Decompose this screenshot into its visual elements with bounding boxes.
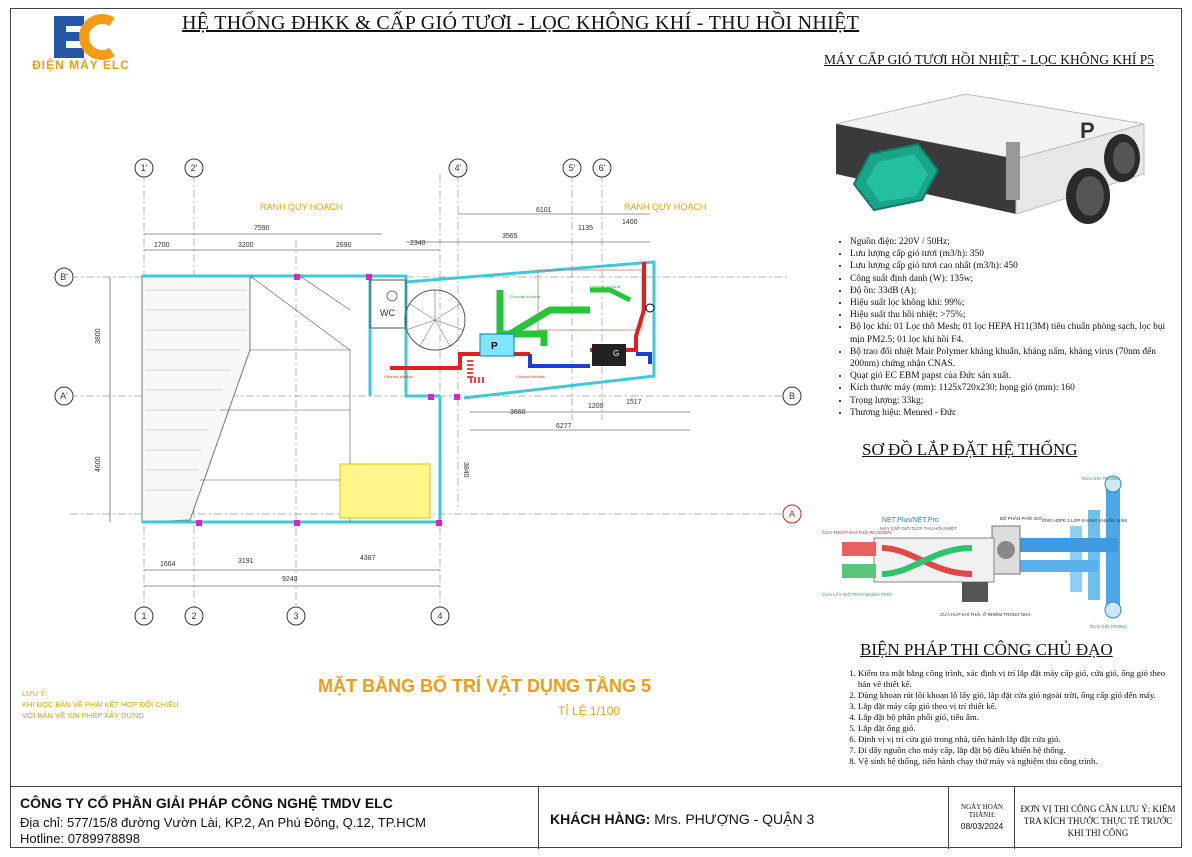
plan-exhaust-tag: Cửa hút khí thải xyxy=(516,374,545,379)
note-title: LƯU Ý: xyxy=(22,689,48,698)
plan-fan-letter: G xyxy=(613,349,620,358)
dim-label: 3191 xyxy=(238,558,254,565)
grid-axis-label: 4' xyxy=(454,163,462,173)
grid-axis-label: 5' xyxy=(568,163,576,173)
page-title: HỆ THỐNG ĐHKK & CẤP GIÓ TƯƠI - LỌC KHÔNG KHÍ - THU HỒI NHIỆT xyxy=(182,12,860,34)
method-step: 2. Dùng khoan rút lõi khoan lỗ lấy gió, lắp đặt cửa gió ngoài trời, ống cấp gió đến máy. xyxy=(858,690,1178,701)
company-address: Địa chỉ: 577/15/8 đường Vườn Lài, KP.2, An Phú Đông, Q.12, TP.HCM xyxy=(20,815,426,830)
plan-zone-label: RANH QUY HOẠCH xyxy=(260,202,343,212)
brand-name: ĐIỆN MÁY ELC xyxy=(32,58,130,72)
install-return-label: CỬA HÚT KHÍ THẢI, Ô NHIỄM TRONG NHÀ xyxy=(940,612,1031,617)
grid-axis-label: 1 xyxy=(141,611,147,621)
customer-value: Mrs. PHƯỢNG - QUẬN 3 xyxy=(650,811,815,827)
method-step: 4. Lắp đặt bộ phân phối gió, tiêu âm. xyxy=(858,712,1178,723)
dim-label: 6277 xyxy=(556,423,572,430)
method-step: 5. Lắp đặt ống gió. xyxy=(858,723,1178,734)
spec-item: • Bộ lọc khí: 01 Lọc thô Mesh; 01 lọc HEPA H11(3M) tiêu chuẩn phòng sạch, lọc bụi mịn PM2.5; 01 lọc khí hồi F4. xyxy=(850,321,1180,345)
machine-badge: P xyxy=(1080,118,1095,143)
dim-label: 9240 xyxy=(282,576,298,583)
plan-fresh-tag: Cửa cấp khí tươi xyxy=(510,294,541,299)
dim-label: 4387 xyxy=(360,555,376,562)
spec-item: • Độ ồn: 33dB (A); xyxy=(850,285,1180,297)
dim-label: 1664 xyxy=(160,561,176,568)
drawing-note xyxy=(22,688,179,721)
dim-label: 6101 xyxy=(536,207,552,214)
install-pipe-label: ỐNG HDPE 2 LỚP KHÁNG KHUẨN, NẤM xyxy=(1042,518,1128,523)
spec-item: • Lưu lượng cấp gió tươi cao nhất (m3/h): 450 xyxy=(850,260,1180,272)
spec-item: • Hiệu suất lọc không khí: 99%; xyxy=(850,297,1180,309)
dim-label: 1700 xyxy=(154,242,170,249)
spec-item: • Công suất định danh (W): 135w; xyxy=(850,273,1180,285)
completion-date-label: NGÀY HOÀN THÀNH: xyxy=(961,803,1003,819)
spec-item: • Kích thước máy (mm): 1125x720x230; họng gió (mm): 160 xyxy=(850,382,1180,394)
customer-field xyxy=(550,811,814,827)
method-step-list xyxy=(842,668,1178,767)
divider xyxy=(538,787,539,849)
completion-date: 08/03/2024 xyxy=(960,821,1004,831)
method-step: 6. Định vị vị trí cửa gió trong nhà, tiến hành lắp đặt cửa gió. xyxy=(858,734,1178,745)
title-block xyxy=(10,786,1182,848)
spec-item: • Thương hiệu: Menred - Đức xyxy=(850,407,1180,419)
method-step: 3. Lắp đặt máy cấp gió theo vị trí thiết kế. xyxy=(858,701,1178,712)
install-exhaust-label: CỬA THOÁT KHÍ THẢI RA NGOÀI xyxy=(822,530,892,535)
grid-axis-label: A' xyxy=(60,391,68,401)
grid-axis-label: A xyxy=(788,509,796,519)
divider xyxy=(1014,787,1015,849)
install-diagram xyxy=(822,470,1170,635)
note-line: KHI ĐỌC BẢN VẼ PHẢI KẾT HỢP ĐỐI CHIẾU xyxy=(22,700,179,709)
grid-axis-label: B' xyxy=(60,272,68,282)
dim-label: 1400 xyxy=(622,219,638,226)
dim-label: 1517 xyxy=(626,399,642,406)
plan-unit-letter: P xyxy=(491,341,498,352)
company-name: CÔNG TY CỔ PHẦN GIẢI PHÁP CÔNG NGHỆ TMDV ELC xyxy=(20,795,393,811)
install-distributor-label: BỘ PHÂN PHỐI GIÓ xyxy=(1000,516,1043,521)
floor-plan xyxy=(50,150,820,630)
grid-axis-label: 4 xyxy=(437,611,443,621)
customer-label: KHÁCH HÀNG: xyxy=(550,811,651,827)
ventilation-unit-image xyxy=(826,74,1146,244)
method-title: BIỆN PHÁP THI CÔNG CHỦ ĐẠO xyxy=(860,640,1113,659)
install-unit-label: NET.Plus/NET.Pro xyxy=(882,517,939,524)
install-supply-out-label: CỬA GIÓ TRONG xyxy=(1090,624,1127,629)
method-step: 8. Vệ sinh hệ thống, tiến hành chạy thử máy và nghiệm thu công trình. xyxy=(858,756,1178,767)
contractor-warning: ĐƠN VỊ THI CÔNG CẦN LƯU Ý: KIỂM TRA KÍCH THƯỚC THỰC TẾ TRƯỚC KHI THI CÔNG xyxy=(1020,804,1176,838)
spec-item: • Bộ trao đổi nhiệt Mair Polymer kháng khuẩn, kháng nấm, kháng virus (70nm đến 200nm) chứng nhận CNAS. xyxy=(850,346,1180,370)
dim-label: 1135 xyxy=(578,225,594,232)
dim-label: 7590 xyxy=(254,225,270,232)
spec-item: • Quạt gió EC EBM papst của Đức sản xuất. xyxy=(850,370,1180,382)
machine-spec-list xyxy=(834,236,1180,419)
install-diagram-title: SƠ ĐỒ LẮP ĐẶT HỆ THỐNG xyxy=(862,440,1078,459)
plan-scale: TỈ LỆ 1/100 xyxy=(558,704,621,718)
grid-axis-label: 6' xyxy=(598,163,606,173)
dim-label: 2340 xyxy=(410,240,426,247)
dim-label: 3800 xyxy=(95,328,102,344)
grid-axis-label: 2 xyxy=(191,611,197,621)
room-wc-label: WC xyxy=(380,308,395,318)
grid-axis-label: 2' xyxy=(190,163,198,173)
note-line: VỚI BẢN VẼ XIN PHÉP XÂY DỰNG xyxy=(22,711,145,720)
method-step: 7. Đi dây nguồn cho máy cấp, lắp đặt bộ điều khiển hệ thống. xyxy=(858,745,1178,756)
dim-label: 3840 xyxy=(462,462,469,478)
grid-axis-label: B xyxy=(788,391,796,401)
grid-axis-label: 1' xyxy=(140,163,148,173)
install-intake-label: CỬA LẤY GIÓ TƯƠI NGOÀI TRỜI xyxy=(822,592,892,597)
spec-item: • Hiệu suất thu hồi nhiệt: >75%; xyxy=(850,309,1180,321)
divider xyxy=(948,787,949,849)
machine-title: MÁY CẤP GIÓ TƯƠI HỒI NHIỆT - LỌC KHÔNG KHÍ P5 xyxy=(824,52,1154,67)
dim-label: 3200 xyxy=(238,242,254,249)
method-step: 1. Kiểm tra mặt bằng công trình, xác định vị trí lắp đặt máy cấp gió, cửa gió, ống gió theo bản vẽ thiết kế. xyxy=(858,668,1178,690)
plan-title: MẶT BẰNG BỐ TRÍ VẬT DỤNG TẦNG 5 xyxy=(318,676,651,696)
dim-label: 1200 xyxy=(588,403,604,410)
grid-axis-label: 3 xyxy=(293,611,299,621)
plan-zone-label: RANH QUY HOẠCH xyxy=(624,202,707,212)
dim-label: 2690 xyxy=(336,242,352,249)
spec-item: • Nguồn điện: 220V / 50Hz; xyxy=(850,236,1180,248)
dim-label: 3660 xyxy=(510,409,526,416)
install-unit-sublabel: MÁY CẤP GIÓ TƯƠI THU HỒI NHIỆT xyxy=(880,526,957,531)
company-hotline: Hotline: 0789978898 xyxy=(20,831,140,846)
spec-item: • Trọng lượng: 33kg; xyxy=(850,395,1180,407)
dim-label: 4600 xyxy=(95,456,102,472)
spec-item: • Lưu lượng cấp gió tươi (m3/h): 350 xyxy=(850,248,1180,260)
dim-label: 3565 xyxy=(502,233,518,240)
plan-exhaust-tag: Cửa hút khí thải xyxy=(384,374,413,379)
install-supply-in-label: CỬA GIÓ TRONG xyxy=(1082,476,1119,481)
plan-fresh-tag: Cửa cấp khí tươi xyxy=(590,284,621,289)
